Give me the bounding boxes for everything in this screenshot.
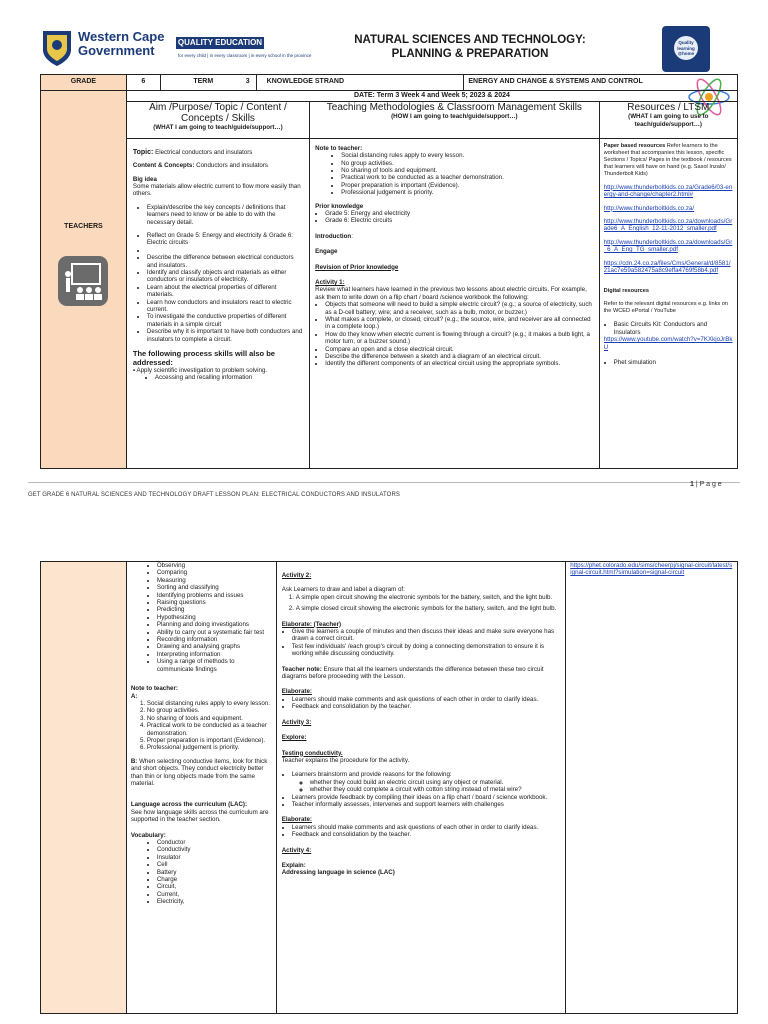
term-value: 3 [245, 78, 250, 86]
list-item: • Insulator [157, 854, 272, 861]
document-title: NATURAL SCIENCES AND TECHNOLOGY: PLANNING & PREPARATION [354, 34, 586, 60]
list-item: • Identify the different components of an electrical circuit using the appropriate symbols. [325, 360, 594, 367]
aim-column-header: Aim /Purpose/ Topic / Content / Concepts / Skills (WHAT I am going to teach/guide/support…) [127, 102, 310, 138]
grade-label: GRADE [41, 75, 127, 91]
resource-link[interactable]: http://www.thunderboltkids.co.za/downloads/Gr_6_A_Eng_TG_smaller.pdf [603, 238, 733, 254]
list-item: • Ability to carry out a systematic fair test [157, 629, 272, 636]
lesson-plan-table-page2 [40, 561, 738, 1014]
list-item: • Grade 6: Electric circuits [325, 217, 594, 224]
list-item: 3. No sharing of tools and equipment. [147, 715, 272, 722]
list-item: • Learn how conductors and insulators react to electric current. [147, 299, 303, 314]
resource-link[interactable]: https://phet.colorado.edu/sims/cheerpj/signal-circuit/latest/signal-circuit.html?simulation=signal-circuit [570, 562, 733, 577]
aim-content: Topic: Electrical conductors and insulators Content & Concepts: Conductors and insulators Big idea Some materials allow electric current to flow more easily than others. • Explain/describe the key concepts / definitions that learners need to know or be able to do with the necessary detail. • Reflect on Grade 5: Energy and electricity & Grade 6: Electric circuits • • Describe the difference between electrical conductors and insulators. • Identify and classify objects and materials as either conductors or insulators of electricity. • Learn about the electrical properties of different materials. • Learn how conductors and insulators react to electric current. • To investigate the conductive properties of different materials in a simple circuit • Describe why it is important to have both conductors and insulators to complete a circuit. The following process skills will also be addressed: ▪ Apply scientific investigation to problem solving. • Accessing and recalling information [127, 138, 310, 468]
list-item: ◦ whether they could complete a circuit with cotton string instead of metal wire? [310, 786, 561, 793]
list-item: • Sorting and classifying [157, 584, 272, 591]
quality-learning-logo: Quality learning @home [662, 26, 710, 72]
list-item: • Professional judgement is priority. [341, 189, 594, 196]
list-item: • Predicting [157, 606, 272, 613]
list-item: • Learners should make comments and ask questions of each other in order to clarify ideas. [292, 696, 561, 703]
list-item: • Feedback and consolidation by the teacher. [292, 831, 561, 838]
list-item: 6. Professional judgement is priority. [147, 744, 272, 751]
strand-label: KNOWLEDGE STRAND [256, 75, 464, 91]
list-item: • Learners provide feedback by compiling their ideas on a flip chart / board / science workbook. [292, 794, 561, 801]
list-item: • Practical work to be conducted as a teacher demonstration. [341, 174, 594, 181]
list-item: • Describe why it is important to have both conductors and insulators to complete a circuit. [147, 328, 303, 343]
list-item: • No group activities. [341, 160, 594, 167]
list-item [147, 247, 303, 254]
list-item: 1. A simple open circuit showing the electronic symbols for the battery, switch, and the light bulb. [296, 594, 561, 601]
list-item: • Raising questions [157, 599, 272, 606]
date-line: DATE: Term 3 Week 4 and Week 5; 2023 & 2024 [127, 91, 737, 102]
quality-education-tagline: for every child | in every classroom | in every school in the province [178, 53, 312, 58]
footer-text: GET GRADE 6 NATURAL SCIENCES AND TECHNOLOGY DRAFT LESSON PLAN: ELECTRICAL CONDUCTORS AND INSULATORS [28, 492, 400, 498]
page-number: 1 | P a g e [690, 481, 722, 488]
resource-link[interactable]: https://www.youtube.com/watch?v=7KXkjoJrBkU [603, 336, 733, 351]
list-item: • Charge [157, 876, 272, 883]
list-item: • To investigate the conductive properties of different materials in a simple circuit [147, 313, 303, 328]
list-item: • How do they know when electric current is flowing through a circuit? (e.g.; it makes a bulb light, a motor turn, or a buzzer sound.) [325, 331, 594, 346]
resource-link[interactable]: https://cdn.24.co.za/files/Cms/General/d/8581/21ac7e59a582475a8c9effa4769f58b4.pdf [603, 259, 731, 274]
resources-content: Paper based resources Refer learners to the worksheet that accompanies this lesson, specific Sections / Topics/ Pages in the textbook / resources that learners will have on hand (e.g. Sasol Inzalo/ Thunderbolt Kids) http://www.thunderboltkids.co.za/Grade6/03-energy-and-change/chapter2.html# http://www.thunderboltkids.co.za/ http://www.thunderboltkids.co.za/downloads/Grade6_A_English_12-11-2012_smaller.pdf http://www.thunderboltkids.co.za/downloads/Gr_6_A_Eng_TG_smaller.pdf https://cdn.24.co.za/files/Cms/General/d/8581/21ac7e59a582475a8c9effa4769f58b4.pdf Digital resources Refer to the relevant digital resources e.g. links on the WCED ePortal / YouTube • Basic Circuits Kit: Conductors and Insulators https://www.youtube.com/watch?v=7KXkjoJrBkU • Phet simulation [599, 138, 737, 468]
list-item: • Comparing [157, 569, 272, 576]
teacher-presentation-icon [58, 256, 108, 306]
list-item: ◦ whether they could build an electric circuit using any object or material. [310, 779, 561, 786]
methodology-content-continued: Activity 2: Ask Learners to draw and label a diagram of: 1. A simple open circuit showing the electronic symbols for the battery, switch, and the light bulb. 2. A simple closed circuit showing the electronic symbols for the battery, switch, and the light bulb. Elaborate: (Teacher) • Give the learners a couple of minutes and then discuss their ideas and make sure everyone has drawn a correct circuit. • Test few individuals' /each group's circuit by doing a connecting demonstration to ensure it is working while discussing conductivity. Teacher note: Ensure that all the learners understands the difference between these two circuit diagrams before proceeding with the Lesson. Elaborate: • Learners should make comments and ask questions of each other in order to clarify ideas. • Feedback and consolidation by the teacher. Activity 3: Explore: Testing conductivity. Teacher explains the procedure for the activity. • Learners brainstorm and provide reasons for the following: ◦ whether they could build an electric circuit using any object or material. ◦ whether they could complete a circuit with cotton string instead of metal wire? • Learners provide feedback by compiling their ideas on a flip chart / board / science workbook. • Teacher informally assesses, intervenes and support learners with challenges Elaborate: • Learners should make comments and ask questions of each other in order to clarify ideas. • Feedback and consolidation by the teacher. Activity 4: Explain: Addressing language in science (LAC) [276, 562, 566, 1014]
list-item: 4. Practical work to be conducted as a teacher demonstration. [147, 722, 272, 737]
lesson-plan-table-page1 [40, 74, 738, 469]
resource-link[interactable]: http://www.thunderboltkids.co.za/ [603, 204, 695, 212]
list-item: • Learn about the electrical properties of different materials. [147, 284, 303, 299]
list-item: • Conductor [157, 839, 272, 846]
teachers-label: TEACHERS [64, 223, 103, 230]
resources-content-continued [566, 562, 738, 1014]
list-item: • Interpreting information [157, 651, 272, 658]
list-item: • Learners brainstorm and provide reasons for the following: [292, 771, 561, 778]
western-cape-crest-icon [40, 28, 74, 68]
list-item: • Social distancing rules apply to every lesson. [341, 152, 594, 159]
list-item: • Using a range of methods to communicate findings [157, 658, 272, 673]
list-item: • No sharing of tools and equipment. [341, 167, 594, 174]
list-item: • Reflect on Grade 5: Energy and electricity & Grade 6: Electric circuits [147, 232, 303, 247]
list-item: • Describe the difference between a sketch and a diagram of an electrical circuit. [325, 353, 594, 360]
list-item: • Test few individuals' /each group's circuit by doing a connecting demonstration to ensure it is working while discussing conductivity. [292, 643, 561, 658]
list-item: • Drawing and analysing graphs [157, 643, 272, 650]
list-item: • Cell [157, 861, 272, 868]
resource-link[interactable]: http://www.thunderboltkids.co.za/Grade6/03-energy-and-change/chapter2.html# [603, 183, 733, 199]
list-item: • Compare an open and a close electrical circuit. [325, 346, 594, 353]
list-item: • Current, [157, 891, 272, 898]
list-item: 1. Social distancing rules apply to every lesson. [147, 700, 272, 707]
methodology-content: Note to teacher: • Social distancing rules apply to every lesson. • No group activities. • No sharing of tools and equipment. • Practical work to be conducted as a teacher demonstration. • Proper preparation is important (Evidence). • Professional judgement is priority. Prior knowledge • Grade 5: Energy and electricity • Grade 6: Electric circuits Introduction: Engage Revision of Prior knowledge Activity 1: Review what learners have learned in the previous two lessons about electric circuits. For example, ask them to write down on a flip chart / board /science workbook the following: • Objects that someone will need to build a simple electric circuit? (e.g.; a source of electricity, such as a D-cell battery; wire; and a receiver, such as a bulb, motor, or buzzer.) • What makes a complete, or closed, circuit? (e.g.; the source, wire, and receiver are all connected in a complete loop.) • How do they know when electric current is flowing through a circuit? (e.g.; it makes a bulb light, a motor turn, or a buzzer sound.) • Compare an open and a close electrical circuit. • Describe the difference between a sketch and a diagram of an electrical circuit. • Identify the different components of an electrical circuit using the appropriate symbols. [310, 138, 600, 468]
strand-value: ENERGY AND CHANGE & SYSTEMS AND CONTROL [464, 75, 738, 91]
list-item: • Hypothesizing [157, 614, 272, 621]
list-item: • Observing [157, 562, 272, 569]
list-item: • Grade 5: Energy and electricity [325, 210, 594, 217]
list-item: • Conductivity [157, 846, 272, 853]
grade-value: 6 [126, 75, 160, 91]
list-item: 5. Proper preparation is important (Evidence). [147, 737, 272, 744]
list-item: • Proper preparation is important (Evidence). [341, 182, 594, 189]
footer-divider [28, 482, 740, 483]
teachers-cell-continued [41, 562, 127, 1014]
list-item: • Objects that someone will need to build a simple electric circuit? (e.g.; a source of electricity, such as a D-cell battery; wire; and a receiver, such as a bulb, motor, or buzzer.) [325, 301, 594, 316]
quality-education-badge: QUALITY EDUCATION [177, 38, 263, 47]
list-item: • What makes a complete, or closed, circuit? (e.g.; the source, wire, and receiver are all connected in a complete loop.) [325, 316, 594, 331]
list-item: • Identifying problems and issues [157, 592, 272, 599]
list-item: • Explain/describe the key concepts / definitions that learners need to know or be able to do with the necessary detail. [147, 204, 303, 226]
list-item: • Measuring [157, 577, 272, 584]
list-item: • Give the learners a couple of minutes and then discuss their ideas and make sure everyone has drawn a correct circuit. [292, 628, 561, 643]
list-item: • Planning and doing investigations [157, 621, 272, 628]
list-item: • Feedback and consolidation by the teacher. [292, 703, 561, 710]
resources-column-header: Resources / LTSM (WHAT I am going to use to teach/guide/support…) [599, 102, 737, 138]
org-name: Western Cape Government [78, 29, 165, 58]
list-item: • Teacher informally assesses, intervenes and support learners with challenges [292, 801, 561, 808]
list-item: • Recording information [157, 636, 272, 643]
resource-link[interactable]: http://www.thunderboltkids.co.za/downloads/Grade6_A_English_12-11-2012_smaller.pdf [603, 217, 733, 233]
term-label: TERM 3 [160, 75, 256, 91]
list-item: 2. No group activities. [147, 707, 272, 714]
list-item: • Identify and classify objects and materials as either conductors or insulators of electricity. [147, 269, 303, 284]
list-item: 2. A simple closed circuit showing the electronic symbols for the battery, switch, and the light bulb. [296, 605, 561, 612]
list-item: • Battery [157, 869, 272, 876]
list-item: • Electricity, [157, 898, 272, 905]
aim-content-continued: • Observing • Comparing • Measuring • Sorting and classifying • Identifying problems and issues • Raising questions • Predicting • Hypothesizing • Planning and doing investigations • Ability to carry out a systematic fair test • Recording information • Drawing and analysing graphs • Interpreting information • Using a range of methods to communicate findings Note to teacher: A: 1. Social distancing rules apply to every lesson. 2. No group activities. 3. No sharing of tools and equipment. 4. Practical work to be conducted as a teacher demonstration. 5. Proper preparation is important (Evidence). 6. Professional judgement is priority. B: When selecting conductive items, look for thick and short objects. They conduct electricity better than thin or long objects made from the same material. Language across the curriculum (LAC): See how language skills across the curriculum are supported in the teacher section. Vocabulary: • Conductor • Conductivity • Insulator • Cell • Battery • Charge • Circuit, • Current, • Electricity, [126, 562, 276, 1014]
list-item: • Circuit, [157, 883, 272, 890]
list-item: • Describe the difference between electrical conductors and insulators. [147, 254, 303, 269]
methodology-column-header: Teaching Methodologies & Classroom Management Skills (HOW I am going to teach/guide/support…) [310, 102, 600, 138]
list-item: • Learners should make comments and ask questions of each other in order to clarify ideas. [292, 824, 561, 831]
